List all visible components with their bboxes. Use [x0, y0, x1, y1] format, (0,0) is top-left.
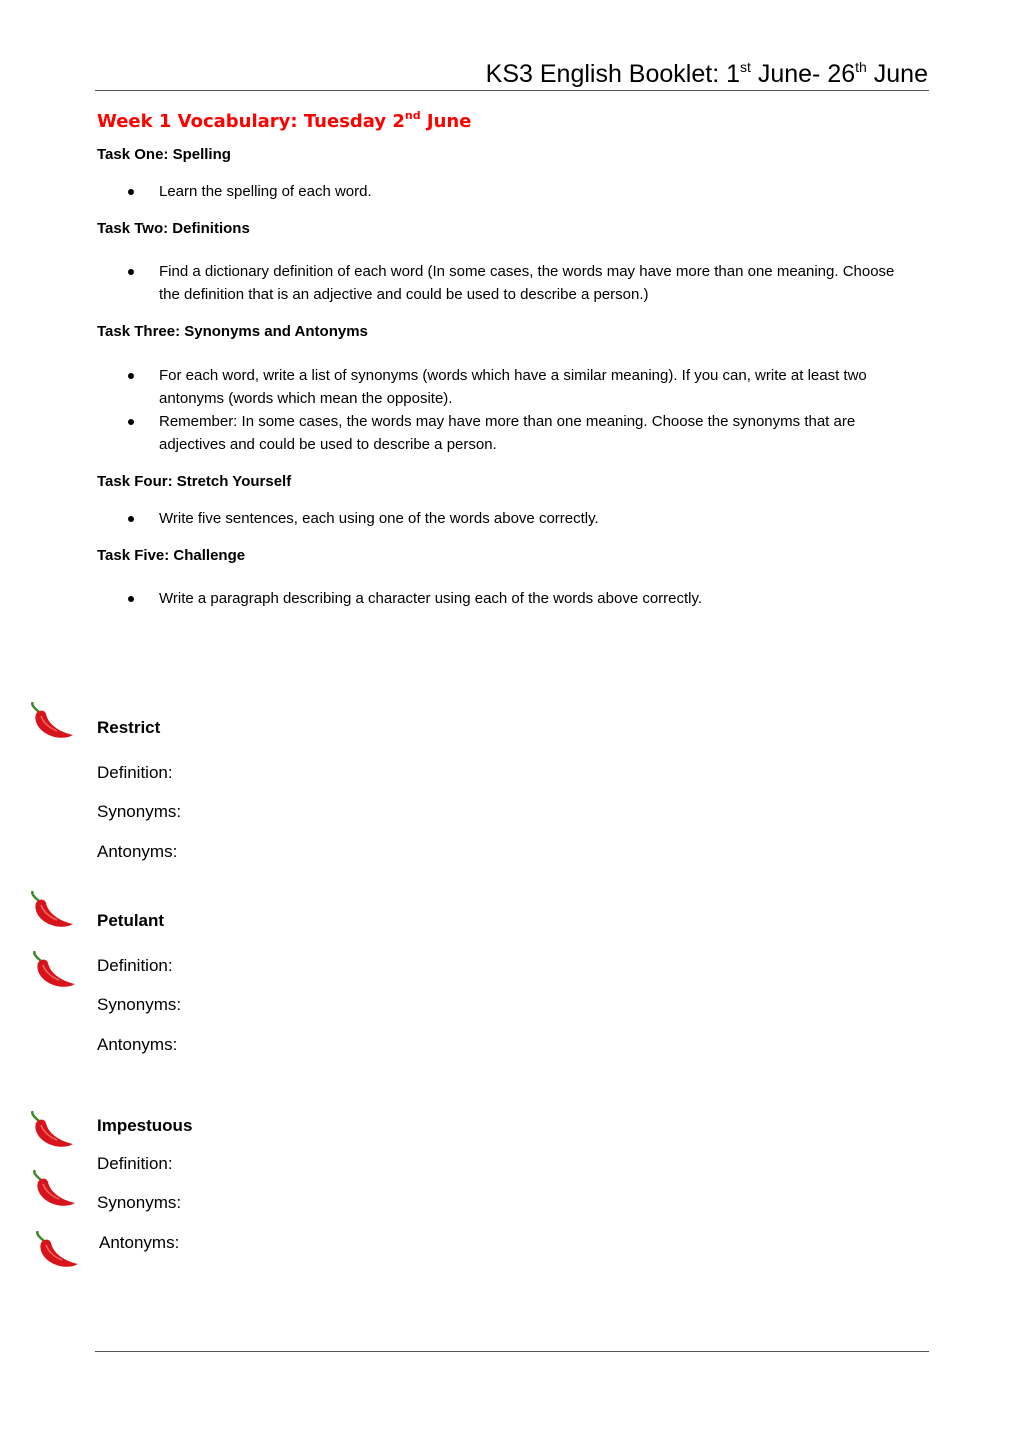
task-four-bullet: Write five sentences, each using one of the words above correctly.: [159, 508, 919, 531]
task-four-heading: Task Four: Stretch Yourself: [97, 473, 292, 490]
chili-pepper-icon: [31, 951, 79, 991]
task-two-bullet: Find a dictionary definition of each word (In some cases, the words may have more than one meaning. Choose the definition that is an adjective and could be used to describe a person.): [159, 261, 919, 306]
definition-label: Definition:: [97, 1154, 173, 1173]
chili-pepper-icon: [29, 1111, 77, 1151]
week-title: Week 1 Vocabulary: Tuesday 2nd June: [97, 109, 472, 132]
task-one-heading: Task One: Spelling: [97, 146, 231, 163]
task-one-bullet: Learn the spelling of each word.: [159, 181, 919, 204]
synonyms-label: Synonyms:: [97, 802, 182, 821]
chili-pepper-icon: [29, 702, 77, 742]
synonyms-label: Synonyms:: [97, 995, 182, 1014]
task-two-heading: Task Two: Definitions: [97, 220, 250, 237]
vocab-word: Restrict: [97, 718, 161, 737]
task-five-heading: Task Five: Challenge: [97, 547, 246, 564]
antonyms-label: Antonyms:: [97, 1035, 178, 1054]
antonyms-label: Antonyms:: [97, 842, 178, 861]
task-three-heading: Task Three: Synonyms and Antonyms: [97, 323, 368, 340]
task-three-bullet-2: Remember: In some cases, the words may have more than one meaning. Choose the synonyms that are adjectives and could be used to describe a person.: [159, 411, 919, 456]
definition-label: Definition:: [97, 956, 173, 975]
definition-label: Definition:: [97, 763, 173, 782]
chili-pepper-icon: [31, 1170, 79, 1210]
vocab-word: Petulant: [97, 911, 165, 930]
chili-pepper-icon: [29, 891, 77, 931]
task-three-bullet-1: For each word, write a list of synonyms (words which have a similar meaning). If you can, write at least two antonyms (words which mean the opposite).: [159, 365, 919, 410]
task-five-bullet: Write a paragraph describing a character using each of the words above correctly.: [159, 588, 919, 611]
header-rule: [95, 90, 929, 91]
footer-rule: [95, 1351, 929, 1352]
booklet-title: KS3 English Booklet: 1st June- 26th June: [485, 59, 928, 88]
chili-pepper-icon: [34, 1231, 82, 1271]
synonyms-label: Synonyms:: [97, 1193, 182, 1212]
antonyms-label: Antonyms:: [99, 1233, 180, 1252]
vocab-word: Impestuous: [97, 1116, 193, 1135]
